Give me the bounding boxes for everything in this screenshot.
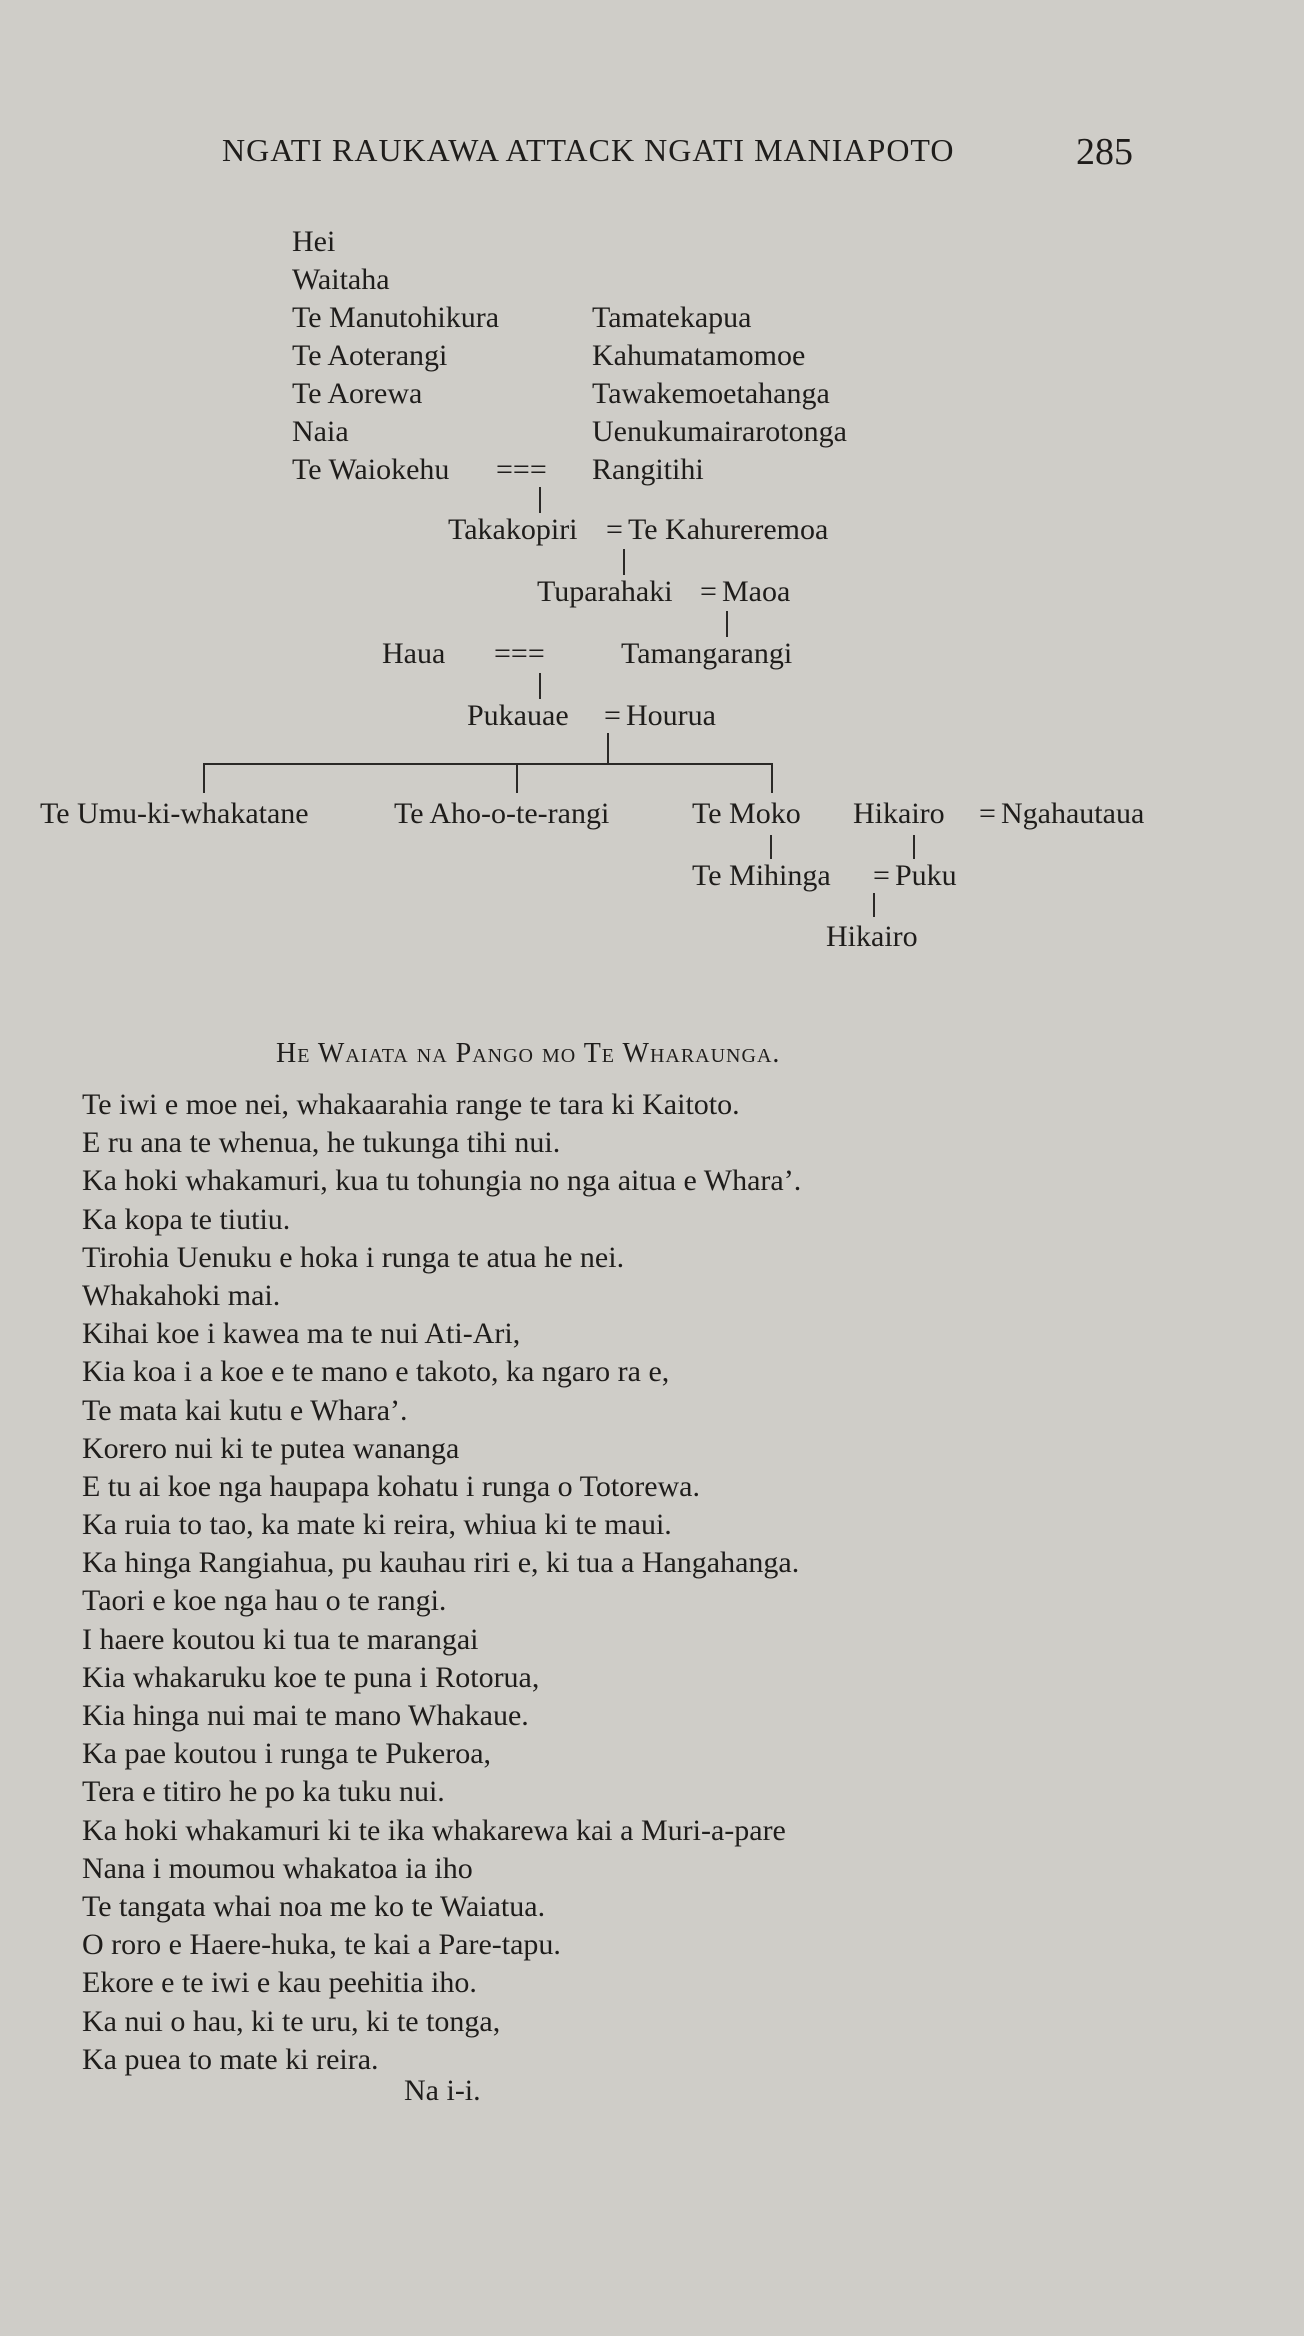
spouse-ngahautaua: Ngahautaua — [1001, 797, 1145, 830]
ancestor-waitaha: Waitaha — [292, 263, 390, 296]
sibling-drop — [771, 763, 773, 793]
descent-line-te-moko — [770, 835, 772, 859]
ancestor-hei: Hei — [292, 225, 336, 258]
verse-line: Whakahoki mai. — [82, 1278, 281, 1312]
ancestor-te-aoterangi: Te Aoterangi — [292, 339, 448, 372]
marriage-link: = — [979, 797, 996, 830]
child-te-moko: Te Moko — [692, 797, 801, 830]
child-te-umu-ki-whakatane: Te Umu-ki-whakatane — [40, 797, 309, 830]
child-te-aho-o-te-rangi: Te Aho-o-te-rangi — [394, 797, 610, 830]
descent-line — [873, 893, 875, 917]
verse-line: Ekore e te iwi e kau peehitia iho. — [82, 1966, 477, 2000]
descent-line — [539, 487, 541, 513]
marriage-link: = — [604, 699, 621, 732]
verse-line: Kihai koe i kawea ma te nui Ati-Ari, — [82, 1317, 521, 1351]
ancestor-te-kahureremoa: Te Kahureremoa — [628, 513, 829, 546]
verse-line: Taori e koe nga hau o te rangi. — [82, 1584, 447, 1618]
verse-line: Korero nui ki te putea wananga — [82, 1431, 460, 1465]
descent-line — [726, 611, 728, 637]
marriage-link-haua-tamangarangi: === — [494, 637, 545, 670]
verse-line: Te mata kai kutu e Whara’. — [82, 1393, 408, 1427]
sibling-bar — [203, 763, 773, 765]
verse-line: I haere koutou ki tua te marangai — [82, 1622, 479, 1656]
grandchild-te-mihinga: Te Mihinga — [692, 859, 831, 892]
verse-line: Ka hinga Rangiahua, pu kauhau riri e, ki tua a Hangahanga. — [82, 1546, 800, 1580]
song-verse — [82, 1086, 801, 2079]
spouse-puku: Puku — [895, 859, 957, 892]
descent-line — [539, 673, 541, 699]
great-grandchild-hikairo: Hikairo — [826, 920, 918, 953]
ancestor-maoa: Maoa — [722, 575, 791, 608]
ancestor-pukauae: Pukauae — [467, 699, 569, 732]
ancestor-rangitihi: Rangitihi — [592, 453, 704, 486]
ancestor-tamatekapua: Tamatekapua — [592, 301, 752, 334]
running-header: NGATI RAUKAWA ATTACK NGATI MANIAPOTO — [222, 132, 955, 168]
song-title: He Waiata na Pango mo Te Wharaunga. — [276, 1038, 781, 1069]
ancestor-te-aorewa: Te Aorewa — [292, 377, 423, 410]
ancestor-tawakemoetahanga: Tawakemoetahanga — [592, 377, 830, 410]
verse-line: Ka hoki whakamuri ki te ika whakarewa kai a Muri-a-pare — [82, 1813, 786, 1847]
child-hikairo: Hikairo — [853, 797, 945, 830]
verse-line: O roro e Haere-huka, te kai a Pare-tapu. — [82, 1928, 561, 1962]
verse-line: Te tangata whai noa me ko te Waiatua. — [82, 1889, 546, 1923]
ancestor-uenukumairarotonga: Uenukumairarotonga — [592, 415, 847, 448]
verse-line: Kia koa i a koe e te mano e takoto, ka ngaro ra e, — [82, 1355, 670, 1389]
ancestor-kahumatamomoe: Kahumatamomoe — [592, 339, 806, 372]
verse-line: Te iwi e moe nei, whakaarahia range te tara ki Kaitoto. — [82, 1088, 740, 1121]
marriage-link: = — [606, 513, 623, 546]
sibling-drop — [203, 763, 205, 793]
verse-line: Ka ruia to tao, ka mate ki reira, whiua ki te maui. — [82, 1508, 672, 1542]
verse-line: Ka kopa te tiutiu. — [82, 1202, 291, 1236]
verse-line: Ka pae koutou i runga te Pukeroa, — [82, 1737, 492, 1771]
ancestor-naia: Naia — [292, 415, 349, 448]
ancestor-te-manutohikura: Te Manutohikura — [292, 301, 500, 334]
sibling-drop — [516, 763, 518, 793]
verse-line: Ka nui o hau, ki te uru, ki te tonga, — [82, 2004, 501, 2038]
verse-line: Ka puea to mate ki reira. — [82, 2042, 379, 2076]
descent-line — [607, 733, 609, 763]
verse-line: Ka hoki whakamuri, kua tu tohungia no nga aitua e Whara’. — [82, 1164, 802, 1198]
verse-line: Kia whakaruku koe te puna i Rotorua, — [82, 1660, 540, 1694]
verse-line: Nana i moumou whakatoa ia iho — [82, 1851, 473, 1885]
ancestor-tamangarangi: Tamangarangi — [621, 637, 793, 670]
verse-line: E ru ana te whenua, he tukunga tihi nui. — [82, 1126, 561, 1160]
marriage-link: = — [873, 859, 890, 892]
song-closing: Na i-i. — [404, 2074, 481, 2107]
ancestor-hourua: Hourua — [626, 699, 716, 732]
descent-line — [623, 549, 625, 575]
ancestor-te-waiokehu: Te Waiokehu — [292, 453, 450, 486]
verse-line: Tirohia Uenuku e hoka i runga te atua he nei. — [82, 1240, 625, 1274]
ancestor-haua: Haua — [382, 637, 446, 670]
ancestor-tuparahaki: Tuparahaki — [537, 575, 673, 608]
marriage-link-waiokehu-rangitihi: === — [496, 453, 547, 486]
verse-line: E tu ai koe nga haupapa kohatu i runga o Totorewa. — [82, 1469, 700, 1503]
verse-line: Kia hinga nui mai te mano Whakaue. — [82, 1699, 529, 1732]
marriage-link: = — [700, 575, 717, 608]
ancestor-takakopiri: Takakopiri — [448, 513, 578, 546]
verse-line: Tera e titiro he po ka tuku nui. — [82, 1775, 445, 1809]
descent-line-hikairo — [913, 835, 915, 859]
page-number: 285 — [1076, 131, 1133, 173]
